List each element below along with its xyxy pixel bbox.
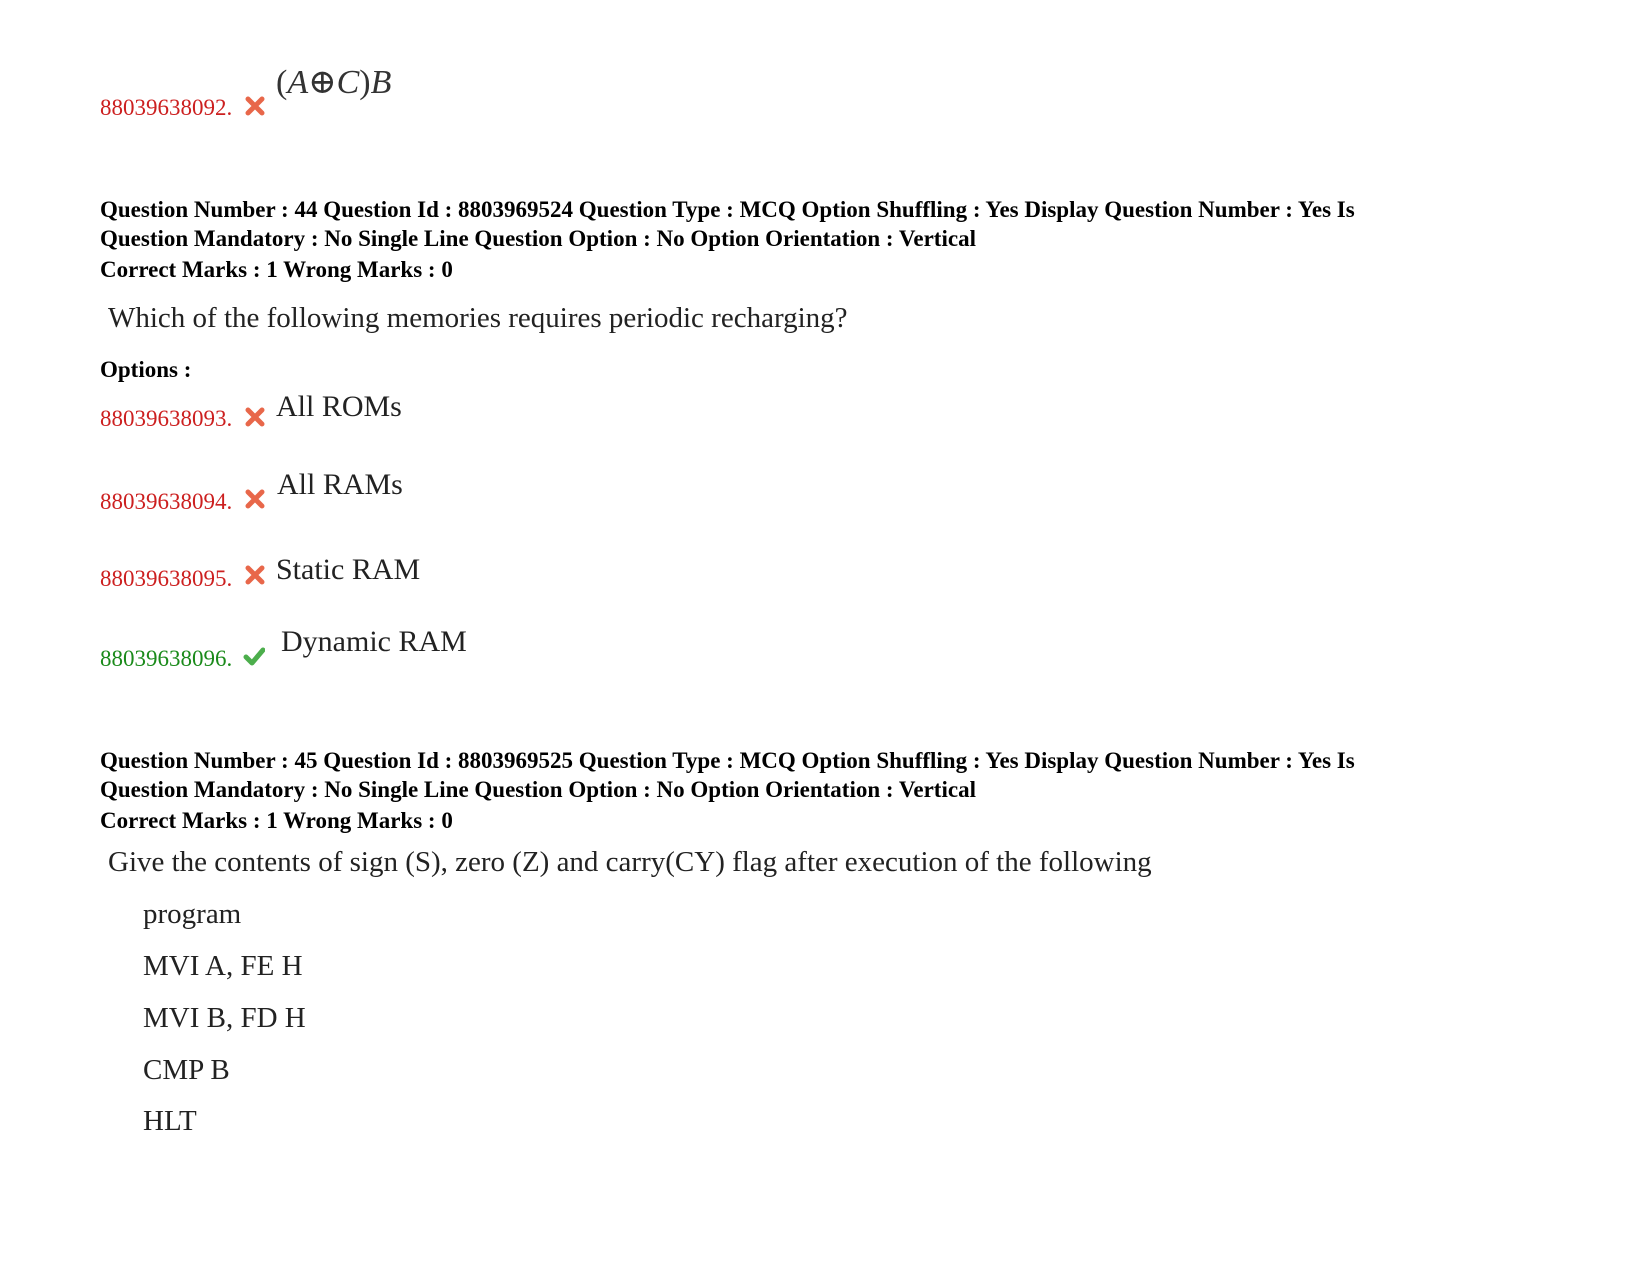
option-formula: (A⊕C)B bbox=[276, 64, 392, 101]
cross-icon bbox=[244, 564, 266, 586]
program-line: program bbox=[143, 898, 242, 930]
question-meta bbox=[100, 746, 1520, 804]
option-id: 88039638092. bbox=[100, 95, 233, 120]
meta-line: Question Mandatory : No Single Line Question Option : No Option Orientation : Vertical bbox=[100, 226, 976, 251]
option-id: 88039638096. bbox=[100, 646, 233, 671]
option-text: All ROMs bbox=[276, 390, 402, 423]
option-id: 88039638095. bbox=[100, 566, 233, 591]
meta-line: Question Number : 44 Question Id : 8803969524 Question Type : MCQ Option Shuffling : Yes Display Question Number : Yes Is bbox=[100, 197, 1355, 222]
program-line: MVI A, FE H bbox=[143, 950, 303, 982]
question-text: Which of the following memories requires periodic recharging? bbox=[108, 302, 848, 334]
question-marks: Correct Marks : 1 Wrong Marks : 0 bbox=[100, 808, 453, 833]
cross-icon bbox=[244, 488, 266, 510]
meta-line: Question Mandatory : No Single Line Question Option : No Option Orientation : Vertical bbox=[100, 777, 976, 802]
option-text: Static RAM bbox=[276, 553, 421, 586]
option-id: 88039638093. bbox=[100, 406, 233, 431]
options-label: Options : bbox=[100, 357, 192, 382]
program-line: CMP B bbox=[143, 1054, 230, 1086]
cross-icon bbox=[244, 406, 266, 428]
program-line: HLT bbox=[143, 1105, 197, 1137]
program-line: MVI B, FD H bbox=[143, 1002, 306, 1034]
option-text: All RAMs bbox=[277, 468, 403, 501]
option-id: 88039638094. bbox=[100, 489, 233, 514]
cross-icon bbox=[244, 95, 266, 117]
option-text: Dynamic RAM bbox=[281, 625, 467, 658]
meta-line: Question Number : 45 Question Id : 8803969525 Question Type : MCQ Option Shuffling : Yes Display Question Number : Yes Is bbox=[100, 748, 1355, 773]
question-text: Give the contents of sign (S), zero (Z) and carry(CY) flag after execution of the following bbox=[108, 846, 1152, 878]
checkmark-icon bbox=[243, 645, 265, 667]
question-meta bbox=[100, 195, 1520, 253]
question-marks: Correct Marks : 1 Wrong Marks : 0 bbox=[100, 257, 453, 282]
